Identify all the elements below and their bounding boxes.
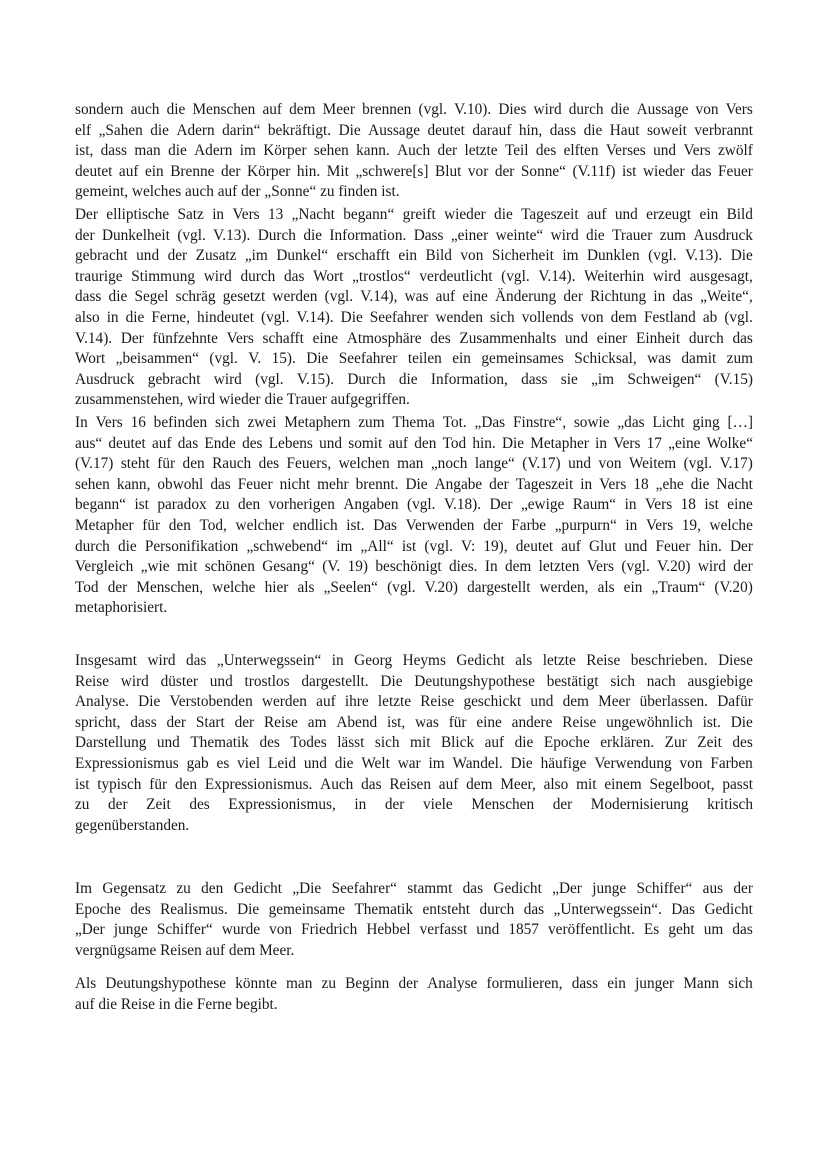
text-line: traurige Stimmung wird durch das Wort „trostlos“ verdeutlicht (vgl. V.14). Weiterhin wird ausgesagt, [75, 267, 753, 285]
text-line: „Der junge Schiffer“ wurde von Friedrich Hebbel verfasst und 1857 veröffentlicht. Es geht um das [75, 921, 753, 939]
text-line: der Dunkelheit (vgl. V.13). Durch die Information. Dass „einer weinte“ wird die Trauer zum Ausdruck [75, 226, 753, 244]
text-line: Expressionismus gab es viel Leid und die Welt war im Wandel. Die häufige Verwendung von Farben [75, 754, 753, 772]
paragraph [75, 100, 753, 203]
text-line: Als Deutungshypothese könnte man zu Beginn der Analyse formulieren, dass ein junger Mann sich [75, 975, 753, 992]
text-line: Der elliptische Satz in Vers 13 „Nacht begann“ greift wieder die Tageszeit auf und erzeugt ein Bild [75, 206, 753, 223]
text-line: durch die Personifikation „schwebend“ im „All“ ist (vgl. V: 19), deutet auf Glut und Feuer hin. Der [75, 537, 753, 555]
text-line: auf die Reise in die Ferne begibt. [75, 995, 278, 1013]
text-line: deutet auf ein Brenne der Körper hin. Mit „schwere[s] Blut vor der Sonne“ (V.11f) ist wieder das Feuer [75, 162, 753, 180]
text-line: Reise wird düster und trostlos dargestellt. Die Deutungshypothese bestätigt sich nach ausgiebige [75, 672, 753, 690]
text-line: Insgesamt wird das „Unterwegssein“ in Georg Heyms Gedicht als letzte Reise beschrieben. Diese [75, 652, 753, 669]
text-line: Darstellung und Thematik des Todes lässt sich mit Blick auf die Epoche erklären. Zur Zeit des [75, 734, 753, 752]
paragraph [75, 205, 753, 411]
text-line: In Vers 16 befinden sich zwei Metaphern zum Thema Tot. „Das Finstre“, sowie „das Licht ging […] [75, 414, 753, 431]
text-line: ist, dass man die Adern im Körper sehen kann. Auch der letzte Teil des elften Verses und Vers zwölf [75, 142, 753, 160]
text-line: dass die Segel schräg gesetzt werden (vgl. V.14), was auf eine Änderung der Richtung in das „Weite“, [75, 288, 753, 306]
text-line: Vergleich „wie mit schönen Gesang“ (V. 19) beschönigt dies. In dem letzten Vers (vgl. V.20) wird der [75, 558, 753, 576]
text-line: gegenüberstanden. [75, 816, 190, 834]
text-line: zusammenstehen, wird wieder die Trauer aufgegriffen. [75, 391, 410, 409]
text-line: Tod der Menschen, welche hier als „Seelen“ (vgl. V.20) dargestellt werden, als ein „Traum“ (V.20) [75, 578, 753, 596]
text-line: gemeint, welches auch auf der „Sonne“ zu finden ist. [75, 183, 400, 201]
text-line: sehen kann, obwohl das Feuer nicht mehr brennt. Die Angabe der Tageszeit in Vers 18 „ehe die Nacht [75, 475, 753, 493]
paragraph [75, 974, 753, 1015]
text-line: V.14). Der fünfzehnte Vers schafft eine Atmosphäre des Zusammenhalts und einer Einheit durch das [75, 329, 753, 347]
text-line: (V.17) steht für den Rauch des Feuers, welchen man „noch lange“ (V.17) und von Weitem (vgl. V.17) [75, 455, 753, 473]
text-line: Wort „beisammen“ (vgl. V. 15). Die Seefahrer teilen ein gemeinsames Schicksal, was damit zum [75, 350, 753, 368]
text-line: zu der Zeit des Expressionismus, in der viele Menschen der Modernisierung kritisch [75, 796, 753, 814]
text-line: Epoche des Realismus. Die gemeinsame Thematik entsteht durch das „Unterwegssein“. Das Gedicht [75, 900, 753, 918]
paragraph [75, 413, 753, 619]
text-line: spricht, dass der Start der Reise am Abend ist, was für eine andere Reise ungewöhnlich ist. Die [75, 713, 753, 731]
text-line: sondern auch die Menschen auf dem Meer brennen (vgl. V.10). Dies wird durch die Aussage von Vers [75, 101, 753, 118]
text-line: begann“ ist paradox zu den vorherigen Angaben (vgl. V.18). Der „ewige Raum“ in Vers 18 ist eine [75, 496, 753, 514]
text-line: ist typisch für den Expressionismus. Auch das Reisen auf dem Meer, also mit einem Segelboot, passt [75, 775, 753, 793]
paragraph [75, 651, 753, 836]
text-line: Ausdruck gebracht wird (vgl. V.15). Durch die Information, dass sie „im Schweigen“ (V.15) [75, 370, 753, 388]
text-line: Im Gegensatz zu den Gedicht „Die Seefahrer“ stammt das Gedicht „Der junge Schiffer“ aus der [75, 880, 753, 897]
text-line: Analyse. Die Verstobenden werden auf ihre letzte Reise geschickt und dem Meer überlassen. Dafür [75, 693, 753, 711]
text-line: gebracht und der Zusatz „im Dunkel“ erschafft ein Bild von Sicherheit im Dunklen (vgl. V.13). Die [75, 247, 753, 265]
text-line: vergnügsame Reisen auf dem Meer. [75, 941, 295, 959]
text-line: elf „Sahen die Adern darin“ bekräftigt. Die Aussage deutet darauf hin, dass die Haut soweit verbrannt [75, 121, 753, 139]
paragraph [75, 879, 753, 961]
text-line: Metapher für den Tod, welcher endlich ist. Das Verwenden der Farbe „purpurn“ in Vers 19, welche [75, 516, 753, 534]
text-line: also in die Ferne, hindeutet (vgl. V.14). Die Seefahrer wenden sich vollends von dem Festland ab (vgl. [75, 308, 753, 326]
text-line: metaphorisiert. [75, 599, 168, 617]
text-line: aus“ deutet auf das Ende des Lebens und somit auf den Tod hin. Die Metapher in Vers 17 „eine Wolke“ [75, 434, 753, 452]
